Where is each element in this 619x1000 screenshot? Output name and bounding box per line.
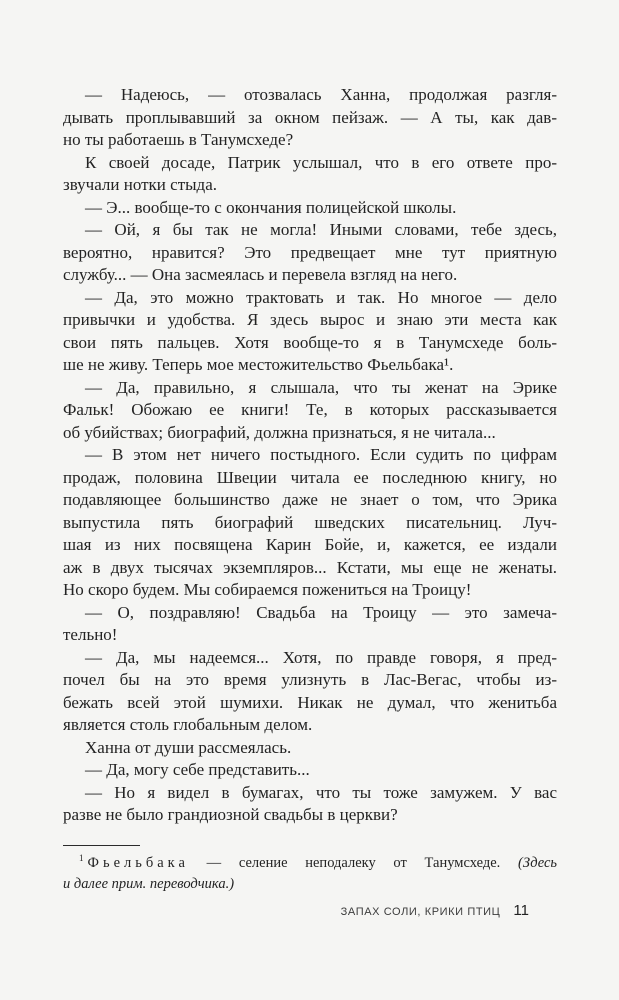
text-line: подавляющее большинство даже не знает о том, что Эрика	[63, 490, 557, 509]
page-number: 11	[513, 902, 529, 919]
text-line: шая из них посвящена Карин Бойе, и, кажется, ее издали	[63, 535, 557, 554]
text-line: об убийствах; биографий, должна признаться, я не читала...	[63, 422, 496, 442]
paragraph	[63, 737, 557, 760]
text-line: является столь глобальным делом.	[63, 715, 313, 734]
text-line: — Да, правильно, я слышала, что ты женат на Эрике	[85, 377, 557, 397]
body-text	[63, 84, 557, 827]
text-line: — Да, могу себе представить...	[85, 760, 310, 779]
text-line: привычки и удобства. Я здесь вырос и знаю эти места как	[63, 310, 557, 329]
paragraph	[63, 444, 557, 602]
text-line: — Да, это можно трактовать и так. Но многое — дело	[85, 287, 557, 307]
paragraph	[63, 782, 557, 827]
text-line: Фальк! Обожаю ее книги! Те, в которых рассказывается	[63, 400, 557, 419]
text-line: свои пять пальцев. Хотя вообще-то я в Танумсхеде боль-	[63, 332, 557, 352]
paragraph	[63, 84, 557, 152]
text-line: Ханна от души рассмеялась.	[85, 737, 292, 757]
footnote-rule	[63, 845, 140, 846]
text-line: Но скоро будем. Мы собираемся пожениться на Троицу!	[63, 580, 472, 599]
text-line: звучали нотки стыда.	[63, 175, 217, 194]
paragraph	[63, 152, 557, 197]
text-line: бежать всей этой шумихи. Никак не думал, что женитьба	[63, 692, 557, 712]
footnote-definition: — селение неподалеку от Танумсхеде.	[188, 855, 518, 871]
text-line: службу... — Она засмеялась и перевела взгляд на него.	[63, 265, 458, 284]
text-line: — Э... вообще-то с окончания полицейской школы.	[85, 197, 457, 217]
text-line: К своей досаде, Патрик услышал, что в его ответе про-	[85, 152, 557, 172]
footnote-translator-note-start: (Здесь	[518, 855, 557, 871]
footnote	[63, 845, 557, 894]
paragraph	[63, 377, 557, 445]
paragraph	[63, 197, 557, 220]
text-line: — Ой, я бы так не могла! Иными словами, тебе здесь,	[85, 220, 557, 239]
footnote-term: Фьельбака	[87, 855, 189, 871]
text-line: — Надеюсь, — отозвалась Ханна, продолжая разгля-	[85, 85, 557, 104]
text-line: дывать проплывавший за окном пейзаж. — А ты, как дав-	[63, 107, 557, 127]
text-line: — О, поздравляю! Свадьба на Троицу — это замеча-	[85, 602, 557, 622]
text-line: продаж, половина Швеции читала ее последнюю книгу, но	[63, 467, 557, 487]
paragraph	[63, 759, 557, 782]
text-line: разве не было грандиозной свадьбы в церкви?	[63, 805, 398, 824]
paragraph	[63, 647, 557, 737]
running-title: ЗАПАХ СОЛИ, КРИКИ ПТИЦ	[340, 906, 501, 918]
paragraph	[63, 602, 557, 647]
text-line: почел бы на это время улизнуть в Лас-Вегас, чтобы из-	[63, 670, 557, 689]
text-line: — Да, мы надеемся... Хотя, по правде говоря, я пред-	[85, 647, 557, 667]
text-line: аж в двух тысячах экземпляров... Кстати, мы еще не женаты.	[63, 557, 557, 577]
paragraph	[63, 219, 557, 287]
text-line: выпустила пять биографий шведских писательниц. Луч-	[63, 512, 557, 532]
paragraph	[63, 287, 557, 377]
footnote-marker: 1	[79, 853, 84, 864]
page-footer	[0, 902, 529, 920]
text-line: — В этом нет ничего постыдного. Если судить по цифрам	[85, 445, 557, 464]
footnote-line-1	[63, 853, 557, 874]
text-line: но ты работаешь в Танумсхеде?	[63, 130, 294, 149]
text-line: тельно!	[63, 625, 118, 644]
text-line: ше не живу. Теперь мое местожительство Фьельбака¹.	[63, 355, 454, 374]
footnote-line-2: и далее прим. переводчика.)	[63, 875, 235, 892]
text-line: — Но я видел в бумагах, что ты тоже замужем. У вас	[85, 782, 557, 802]
text-line: вероятно, нравится? Это предвещает мне тут приятную	[63, 242, 557, 262]
